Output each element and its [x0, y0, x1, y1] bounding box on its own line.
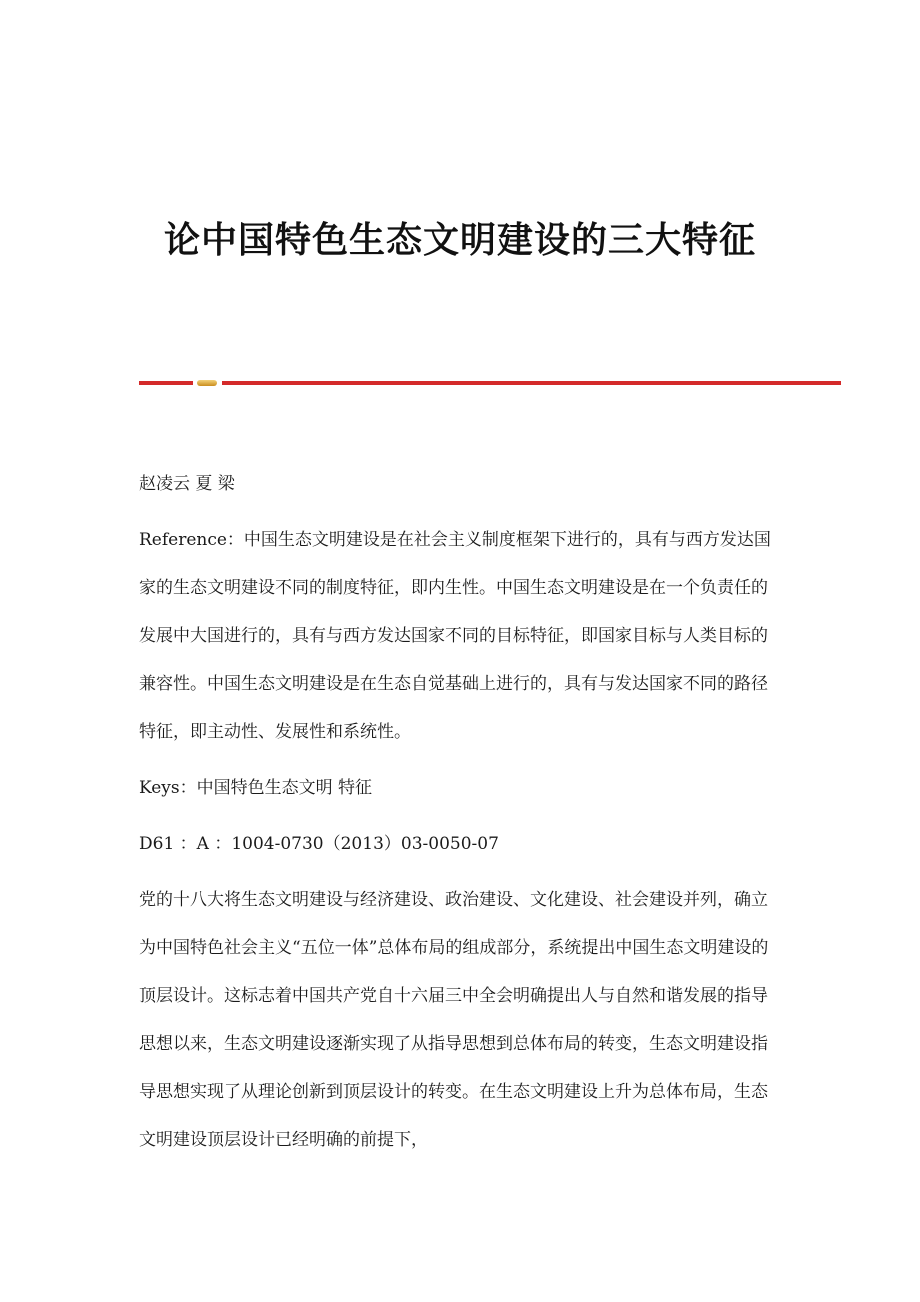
abstract-reference: Reference：中国生态文明建设是在社会主义制度框架下进行的，具有与西方发达国家的生态文明建设不同的制度特征，即内生性。中国生态文明建设是在一个负责任的发展中大国进行的，具有与西方发达国家不同的目标特征，即国家目标与人类目标的兼容性。中国生态文明建设是在生态自觉基础上进行的，具有与发达国家不同的路径特征，即主动性、发展性和系统性。	[139, 530, 771, 742]
classification-code: D61 ：A ：1004-0730（2013）03-0050-07	[139, 834, 499, 854]
divider-left-segment	[139, 381, 193, 385]
divider-right-segment	[222, 381, 841, 385]
document-title: 论中国特色生态文明建设的三大特征	[163, 219, 756, 261]
authors: 赵凌云 夏 梁	[139, 474, 235, 494]
body-paragraph: 党的十八大将生态文明建设与经济建设、政治建设、文化建设、社会建设并列，确立为中国特色社会主义“五位一体”总体布局的组成部分，系统提出中国生态文明建设的顶层设计。这标志着中国共产党自十六届三中全会明确提出人与自然和谐发展的指导思想以来，生态文明建设逐渐实现了从指导思想到总体布局的转变，生态文明建设指导思想实现了从理论创新到顶层设计的转变。在生态文明建设上升为总体布局，生态文明建设顶层设计已经明确的前提下，	[139, 890, 769, 1150]
divider-ornament-icon	[197, 380, 217, 386]
keywords: Keys：中国特色生态文明 特征	[139, 778, 373, 798]
title-divider	[139, 380, 841, 386]
